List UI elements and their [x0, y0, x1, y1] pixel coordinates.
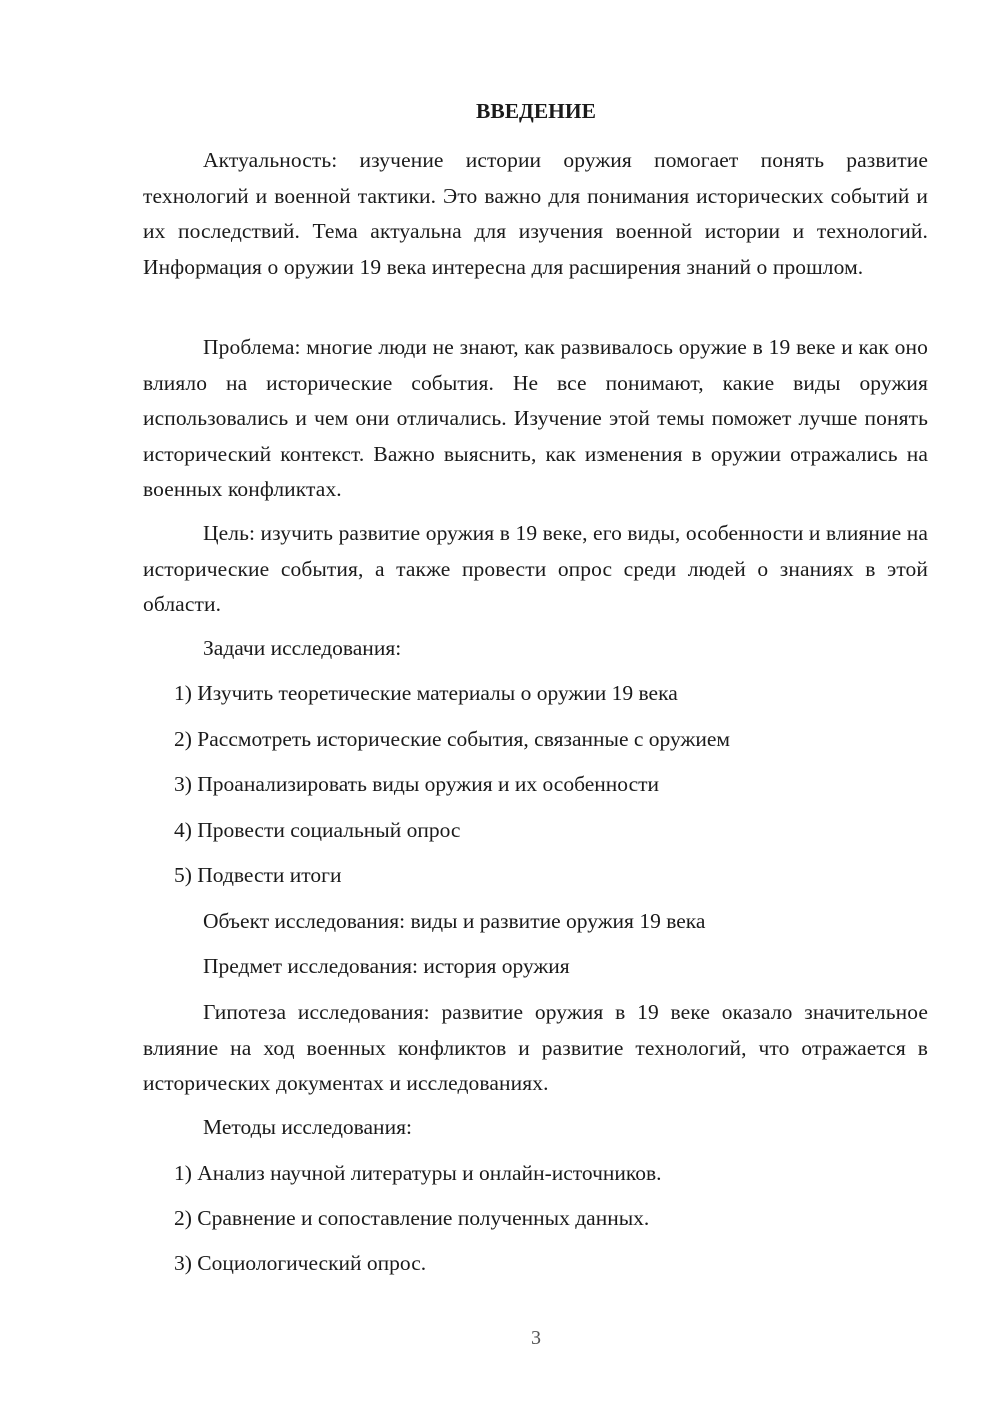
task-item: 5) Подвести итоги	[174, 863, 342, 887]
subject-paragraph: Предмет исследования: история оружия	[203, 954, 570, 978]
methods-title: Методы исследования:	[203, 1115, 412, 1139]
task-item: 3) Проанализировать виды оружия и их особенности	[174, 772, 660, 796]
method-item: 3) Социологический опрос.	[174, 1251, 427, 1275]
hypothesis-paragraph: Гипотеза исследования: развитие оружия в 19 веке оказало значительное влияние на ход военных конфликтов и развитие технологий, что отражается в исторических документах и исследованиях.	[143, 1000, 928, 1095]
page-number: 3	[531, 1327, 541, 1349]
tasks-title: Задачи исследования:	[203, 636, 402, 660]
page-title: ВВЕДЕНИЕ	[476, 99, 596, 123]
method-item: 2) Сравнение и сопоставление полученных данных.	[174, 1206, 650, 1230]
task-item: 2) Рассмотреть исторические события, связанные с оружием	[174, 727, 730, 751]
method-item: 1) Анализ научной литературы и онлайн-источников.	[174, 1161, 662, 1185]
relevance-paragraph: Актуальность: изучение истории оружия помогает понять развитие технологий и военной тактики. Это важно для понимания исторических событий и их последствий. Тема актуальна для изучения военной истории и технологий. Информация о оружии 19 века интересна для расширения знаний о прошлом.	[143, 148, 928, 279]
goal-paragraph: Цель: изучить развитие оружия в 19 веке, его виды, особенности и влияние на исторические события, а также провести опрос среди людей о знаниях в этой области.	[143, 521, 928, 616]
task-item: 4) Провести социальный опрос	[174, 818, 461, 842]
task-item: 1) Изучить теоретические материалы о оружии 19 века	[174, 681, 678, 705]
problem-paragraph: Проблема: многие люди не знают, как развивалось оружие в 19 веке и как оно влияло на исторические события. Не все понимают, какие виды оружия использовались и чем они отличались. Изучение этой темы поможет лучше понять исторический контекст. Важно выяснить, как изменения в оружии отражались на военных конфликтах.	[143, 335, 928, 501]
object-paragraph: Объект исследования: виды и развитие оружия 19 века	[203, 909, 706, 933]
